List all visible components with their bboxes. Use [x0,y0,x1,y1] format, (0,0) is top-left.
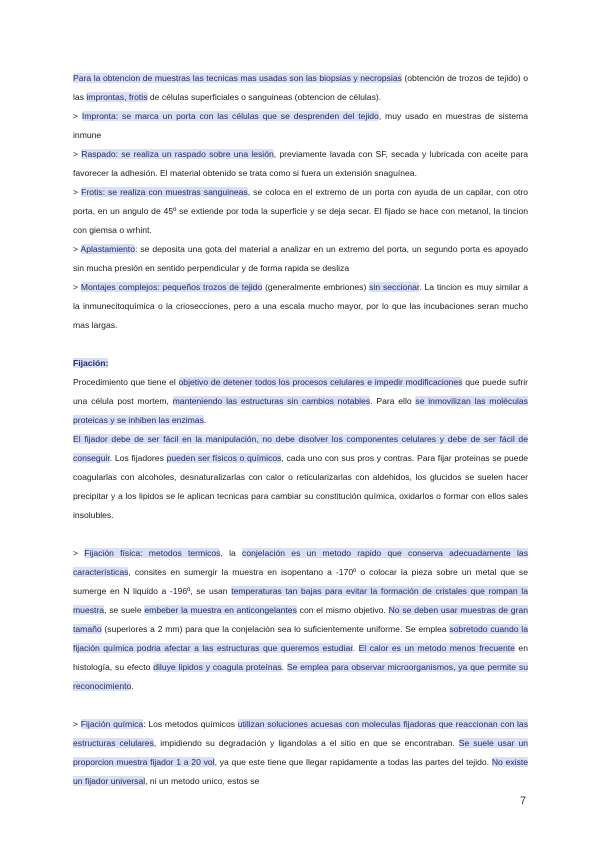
text-run: . La tincion es muy similar a la inmunecitoquímica o la criosecciones, pero a una escala mucho mayor, por lo que las incubaciones seran mucho mas largas. [73,282,528,330]
highlighted-text: No existe un fijador universal [73,757,528,786]
text-run: , la [220,548,243,558]
text-run: que puede sufrir una célula post mortem, [73,377,528,406]
text-run: , ni un metodo unico, estos se [145,776,260,786]
fijacion-paragraph-1 [73,373,528,430]
text-run: > [73,187,82,197]
text-run: : se deposita una gota del material a analizar en un extremo del porta, un segundo porta es apoyado sin mucha presión en sentido perpendicular y de forma rapida se desliza [73,244,528,273]
text-run: , se coloca en el extremo de un porta con ayuda de un capilar, con otro porta, en un angulo de 45º se extiende por toda la superficie y se deja secar. El fijado se hace con metanol, la tincion con giemsa o wrhint. [73,187,529,235]
text-run: , se suele [104,605,145,615]
fijacion-paragraph-2 [73,430,528,525]
spacer [73,525,528,544]
section-heading-text: Fijación: [73,358,109,368]
text-run: > [73,244,81,254]
text-run: . Los fijadores [109,453,167,463]
text-run: . [352,643,359,653]
section-heading-fijacion [73,354,528,373]
text-run: (superiores a 2 mm) para que la conjelación sea lo suficientemente uniforme. Se emplea [101,624,450,634]
highlighted-text: pueden ser físicos o químicos [166,453,282,463]
text-run: . Para ello [370,396,416,406]
spacer [73,696,528,715]
impronta-item [73,107,528,145]
highlighted-text: sin seccionar [369,282,420,292]
text-run: , consites en sumergir la muestra en isopentano a -170º o colocar la pieza sobre un metal que se sumerge en N liquido a -196º, se usan [73,567,528,596]
highlighted-text: Frotis: se realiza con muestras sanguineas [81,187,248,197]
highlighted-text: Raspado: se realiza un raspado sobre una lesión [81,149,274,159]
highlighted-text: Aplastamiento [80,244,135,254]
intro-paragraph [73,69,528,107]
highlighted-text: objetivo de detener todos los procesos celulares e impedir modificaciones [178,377,463,387]
text-run: : Los metodos químicos [143,719,238,729]
highlighted-text: No se deben usar muestras de gran tamaño [73,605,528,634]
highlighted-text: diluye lipidos y coagula proteínas [153,662,282,672]
highlighted-text: sobretodo cuando la fijación química podria afectar a las estructuras que queremos estudiar [73,624,528,653]
highlighted-text: improntas, frotis [86,92,148,102]
highlighted-text: Para la obtencion de muestras las tecnicas mas usadas son las biopsias y necropsias [73,73,402,83]
text-run: , impidiendo su degradación y ligandolas a el sitio en que se encontraban. [153,738,459,748]
highlighted-text: conjelación es un metodo rapido que conserva adecuadamente las características [73,548,528,577]
text-run: , cada uno con sus pros y contras. Para fijar proteinas se puede coagularlas con alcoholes, desnaturalizarlas con calor o reticularizarlas con aldehidos, los glucidos se suelen hacer precipitar y a los lipidos se le aplican tecnicas para cambiar su constitución química, oxidarlos o formar con ellos sales insolubles. [73,453,529,520]
highlighted-text: Fijación química [80,719,144,729]
highlighted-text: Montajes complejos: pequeños trozos de tejido [80,282,263,292]
highlighted-text: El calor es un metodo menos frecuente [358,643,515,653]
frotis-item [73,183,528,240]
text-run: , ya que este tiene que llegar rapidamente a todas las partes del tejido. [214,757,492,767]
text-run: > [73,282,81,292]
highlighted-text: Impronta: se marca un porta con las células que se desprenden del tejido [81,111,379,121]
montajes-item [73,278,528,335]
highlighted-text: se inmovilizan las moléculas proteicas y se inhiben las enzimas [73,396,528,425]
text-run: (generalmente embriones) [262,282,370,292]
highlighted-text: Fijación física: metodos termicos [84,548,221,558]
text-run: . [281,662,287,672]
highlighted-text: utilizan soluciones acuesas con moleculas fijadoras que reaccionan con las estructuras celulares [73,719,529,748]
text-run: de células superficiales o sanguineas (obtencion de células). [147,92,382,102]
raspado-item [73,145,528,183]
highlighted-text: embeber la muestra en anticongelantes [144,605,297,615]
fijacion-fisica-item [73,544,528,696]
aplastamiento-item [73,240,528,278]
page-number: 7 [520,795,527,807]
text-run: > [73,548,85,558]
text-run: , muy usado en muestras de sistema inmune [73,111,529,140]
text-run: > [73,149,82,159]
highlighted-text: Se emplea para observar microorganismos, ya que permite su reconocimiento [73,662,529,691]
page-content [73,69,528,791]
highlighted-text: Se suele usar un proporcion muestra fijador 1 a 20 vol [73,738,528,767]
highlighted-text: El fijador debe de ser fácil en la manipulación, no debe disolver los componentes celulares y debe de ser fácil de conseguir [73,434,528,463]
text-run: Procedimiento que tiene el [73,377,179,387]
fijacion-quimica-item [73,715,528,791]
highlighted-text: temperaturas tan bajas para evitar la formación de cristales que rompan la muestra [73,586,528,615]
text-run: . [203,415,207,425]
text-run: > [73,111,82,121]
text-run: , previamente lavada con SF, secada y lubricada con aceite para favorecer la adhesión. El material obtenido se trata como si fuera un extensión snaguínea. [73,149,529,178]
text-run: . [131,681,134,691]
text-run: con el mismo objetivo. [296,605,389,615]
text-run: (obtención de trozos de tejido) o las [73,73,528,102]
spacer [73,335,528,354]
text-run: en histología, su efecto [73,643,528,672]
text-run: > [73,719,81,729]
highlighted-text: manteniendo las estructuras sin cambios notables [172,396,371,406]
